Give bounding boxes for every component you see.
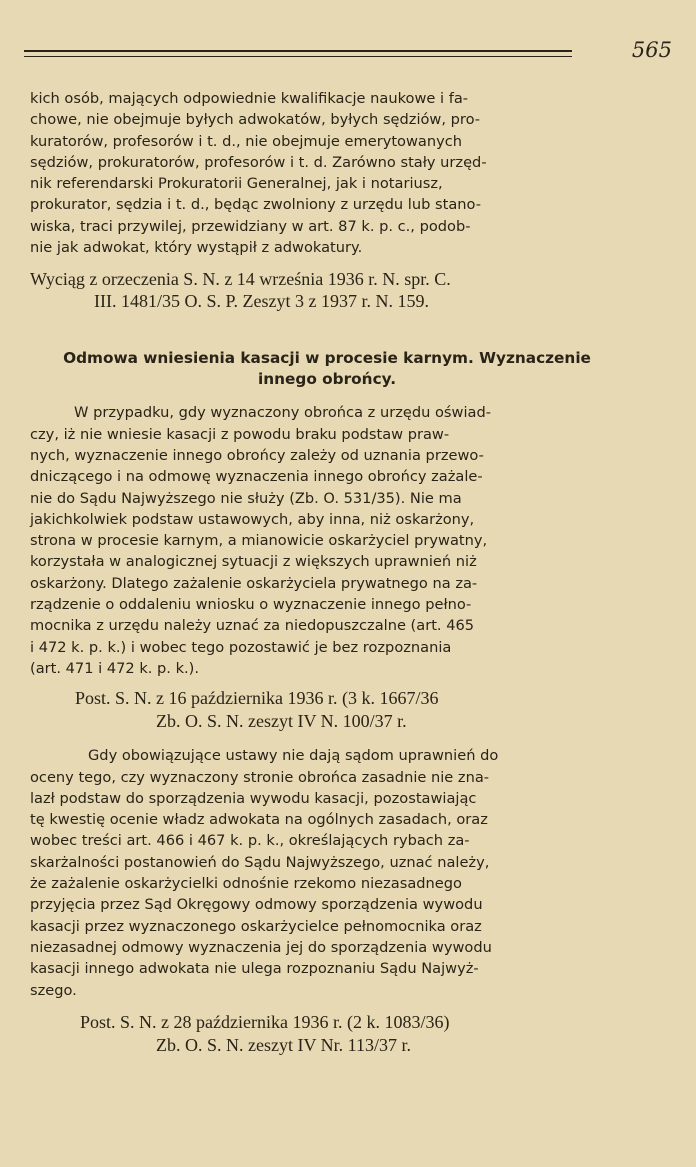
citation-line: III. 1481/35 O. S. P. Zeszyt 3 z 1937 r. N. 159. bbox=[94, 291, 429, 312]
text-line: skarżalności postanowień do Sądu Najwyższego, uznać należy, bbox=[30, 853, 490, 871]
text-line: strona w procesie karnym, a mianowicie oskarżyciel prywatny, bbox=[30, 532, 488, 550]
citation-line: Zb. O. S. N. zeszyt IV N. 100/37 r. bbox=[156, 711, 407, 732]
paragraph-ruling bbox=[30, 402, 624, 679]
text-line: rządzenie o oddaleniu wniosku o wyznaczenie innego pełno- bbox=[30, 596, 472, 614]
citation-post bbox=[30, 687, 624, 733]
text-line: czy, iż nie wniesie kasacji z powodu braku podstaw praw- bbox=[30, 425, 450, 443]
text-line: wobec treści art. 466 i 467 k. p. k., określających rybach za- bbox=[30, 832, 470, 850]
text-line: kuratorów, profesorów i t. d., nie obejmuje emerytowanych bbox=[30, 132, 463, 150]
text-line: Gdy obowiązujące ustawy nie dają sądom uprawnień do bbox=[88, 747, 499, 765]
page-number: 565 bbox=[631, 38, 672, 62]
text-line: oskarżony. Dlatego zażalenie oskarżyciela prywatnego na za- bbox=[30, 574, 478, 592]
text-line: nych, wyznaczenie innego obrońcy zależy od uznania przewo- bbox=[30, 446, 484, 464]
text-line: korzystała w analogicznej sytuacji z większych uprawnień niż bbox=[30, 553, 477, 571]
section-heading bbox=[30, 348, 624, 390]
text-line: kasacji przez wyznaczonego oskarżycielce pełnomocnika oraz bbox=[30, 917, 482, 935]
heading-line: Odmowa wniesienia kasacji w procesie karnym. Wyznaczenie bbox=[63, 349, 591, 368]
text-line: przyjęcia przez Sąd Okręgowy odmowy sporządzenia wywodu bbox=[30, 896, 483, 914]
citation-line: Zb. O. S. N. zeszyt IV Nr. 113/37 r. bbox=[156, 1034, 411, 1055]
text-line: szego. bbox=[30, 981, 77, 999]
citation-line: Post. S. N. z 28 października 1936 r. (2 k. 1083/36) bbox=[80, 1011, 450, 1032]
text-line: mocnika z urzędu należy uznać za niedopuszczalne (art. 465 bbox=[30, 617, 475, 635]
text-line: jakichkolwiek podstaw ustawowych, aby inna, niż oskarżony, bbox=[30, 510, 475, 528]
text-line: nie do Sądu Najwyższego nie służy (Zb. O. 531/35). Nie ma bbox=[30, 489, 462, 507]
page-body bbox=[30, 88, 624, 1057]
text-line: dniczącego i na odmowę wyznaczenia innego obrońcy zażale- bbox=[30, 468, 483, 486]
text-line: nik referendarski Prokuratorii Generalnej, jak i notariusz, bbox=[30, 175, 443, 193]
text-line: chowe, nie obejmuje byłych adwokatów, byłych sędziów, pro- bbox=[30, 111, 481, 129]
text-line: oceny tego, czy wyznaczony stronie obrońca zasadnie nie zna- bbox=[30, 768, 490, 786]
citation-post bbox=[30, 1011, 624, 1057]
text-line: prokurator, sędzia i t. d., będąc zwolniony z urzędu lub stano- bbox=[30, 196, 481, 214]
citation-excerpt bbox=[30, 268, 624, 312]
text-line: że zażalenie oskarżycielki odnośnie rzekomo niezasadnego bbox=[30, 875, 462, 893]
text-line: sędziów, prokuratorów, profesorów i t. d. Zarówno stały urzęd- bbox=[30, 153, 487, 171]
text-line: lazł podstaw do sporządzenia wywodu kasacji, pozostawiając bbox=[30, 789, 477, 807]
text-line: i 472 k. p. k.) i wobec tego pozostawić je bez rozpoznania bbox=[30, 638, 452, 656]
text-line: nie jak adwokat, który wystąpił z adwokatury. bbox=[30, 239, 363, 257]
text-line: niezasadnej odmowy wyznaczenia jej do sporządzenia wywodu bbox=[30, 938, 492, 956]
header-rule bbox=[24, 56, 572, 57]
text-line: (art. 471 i 472 k. p. k.). bbox=[30, 659, 200, 677]
text-line: tę kwestię ocenie władz adwokata na ogólnych zasadach, oraz bbox=[30, 811, 488, 829]
heading-line: innego obrońcy. bbox=[257, 370, 397, 389]
header-rule bbox=[24, 50, 572, 52]
citation-line: Post. S. N. z 16 października 1936 r. (3 k. 1667/36 bbox=[75, 688, 439, 709]
text-line: kich osób, mających odpowiednie kwalifikacje naukowe i fa- bbox=[30, 90, 469, 107]
citation-line: Wyciąg z orzeczenia S. N. z 14 września 1936 r. N. spr. C. bbox=[30, 269, 451, 290]
paragraph-continuation bbox=[30, 88, 624, 258]
text-line: wiska, traci przywilej, przewidziany w art. 87 k. p. c., podob- bbox=[30, 217, 471, 235]
text-line: kasacji innego adwokata nie ulega rozpoznaniu Sądu Najwyż- bbox=[30, 960, 479, 978]
text-line: W przypadku, gdy wyznaczony obrońca z urzędu oświad- bbox=[74, 404, 491, 422]
paragraph-ruling bbox=[30, 745, 624, 1001]
page-header bbox=[24, 40, 672, 68]
